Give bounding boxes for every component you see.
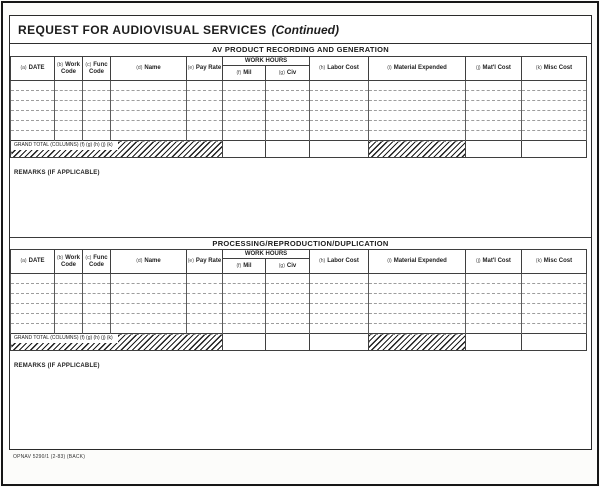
empty-cell <box>310 81 369 91</box>
empty-cell <box>111 314 187 324</box>
empty-cell <box>11 314 55 324</box>
empty-cell <box>223 81 266 91</box>
empty-cell <box>83 111 111 121</box>
empty-cell <box>522 284 587 294</box>
empty-cell <box>11 294 55 304</box>
grand-total-label-cell <box>11 334 223 351</box>
column-letter: (k) <box>535 65 542 71</box>
column-letter: (d) <box>136 65 143 71</box>
header-work-hours-group: WORK HOURS <box>223 57 310 66</box>
empty-cell <box>187 314 223 324</box>
empty-cell <box>369 284 466 294</box>
form-number: OPNAV 5290/1 (2-83) (BACK) <box>13 454 86 460</box>
av-product-recording-table <box>10 56 587 158</box>
empty-cell <box>55 324 83 334</box>
empty-data-row <box>11 81 587 91</box>
column-label: Name <box>144 258 161 264</box>
empty-cell <box>11 111 55 121</box>
column-label: Civ <box>286 69 297 76</box>
grand-total-civ-cell <box>266 334 310 351</box>
empty-data-row <box>11 294 587 304</box>
empty-cell <box>111 284 187 294</box>
remarks-blank-space <box>14 372 591 450</box>
empty-cell <box>369 304 466 314</box>
empty-cell <box>369 314 466 324</box>
header-misc-cost <box>522 57 587 81</box>
empty-data-row <box>11 91 587 101</box>
header-civ <box>266 66 310 81</box>
empty-cell <box>55 304 83 314</box>
section-title: AV PRODUCT RECORDING AND GENERATION <box>211 45 390 54</box>
empty-cell <box>466 304 522 314</box>
empty-cell <box>11 91 55 101</box>
column-label: Func Code <box>89 254 108 268</box>
grand-total-label: GRAND TOTAL (COLUMNS) (f) (g) (h) (j) (k) <box>11 141 118 150</box>
empty-cell <box>187 91 223 101</box>
remarks-blank-space <box>14 179 591 237</box>
column-letter: (h) <box>319 258 326 264</box>
header-name <box>111 57 187 81</box>
empty-cell <box>55 91 83 101</box>
empty-cell <box>83 101 111 111</box>
empty-cell <box>266 131 310 141</box>
grand-total-material-hatched-cell <box>369 334 466 351</box>
empty-cell <box>266 294 310 304</box>
header-func-code <box>83 57 111 81</box>
empty-cell <box>187 294 223 304</box>
empty-cell <box>266 111 310 121</box>
empty-cell <box>111 294 187 304</box>
empty-cell <box>187 131 223 141</box>
header-material-expended <box>369 57 466 81</box>
empty-cell <box>187 81 223 91</box>
column-label: Func Code <box>89 61 108 75</box>
empty-cell <box>466 101 522 111</box>
header-mil <box>223 259 266 274</box>
empty-data-row <box>11 101 587 111</box>
empty-cell <box>187 324 223 334</box>
empty-cell <box>466 81 522 91</box>
column-label: Work Code <box>61 61 81 75</box>
empty-data-row <box>11 314 587 324</box>
grand-total-mil-cell <box>223 334 266 351</box>
empty-cell <box>310 284 369 294</box>
column-label: Material Expended <box>393 65 447 71</box>
remarks-area <box>10 351 591 450</box>
header-material-expended <box>369 250 466 274</box>
column-label: Material Expended <box>393 258 447 264</box>
empty-cell <box>522 324 587 334</box>
column-letter: (f) <box>236 262 242 269</box>
empty-cell <box>266 304 310 314</box>
empty-cell <box>11 101 55 111</box>
grand-total-label-cell <box>11 141 223 158</box>
column-letter: (h) <box>319 65 326 71</box>
header-date <box>11 250 55 274</box>
empty-cell <box>369 111 466 121</box>
column-letter: (f) <box>236 69 242 76</box>
empty-data-row <box>11 284 587 294</box>
empty-cell <box>111 101 187 111</box>
empty-cell <box>187 101 223 111</box>
column-label: Mil <box>243 69 252 76</box>
grand-total-civ-cell <box>266 141 310 158</box>
form-title-row <box>10 16 591 44</box>
column-letter: (c) <box>85 254 92 261</box>
empty-cell <box>223 101 266 111</box>
empty-cell <box>187 274 223 284</box>
header-mil <box>223 66 266 81</box>
column-letter: (k) <box>535 258 542 264</box>
column-letter: (a) <box>20 258 27 264</box>
header-pay-rate <box>187 250 223 274</box>
empty-cell <box>187 304 223 314</box>
column-letter: (a) <box>20 65 27 71</box>
remarks-area <box>10 158 591 237</box>
empty-data-row <box>11 131 587 141</box>
empty-cell <box>522 101 587 111</box>
empty-cell <box>466 284 522 294</box>
empty-cell <box>223 294 266 304</box>
empty-cell <box>55 294 83 304</box>
empty-cell <box>310 314 369 324</box>
empty-cell <box>310 324 369 334</box>
column-label: Work Code <box>61 254 81 268</box>
header-work-code <box>55 57 83 81</box>
column-letter: (e) <box>187 65 194 71</box>
empty-cell <box>522 111 587 121</box>
empty-cell <box>310 131 369 141</box>
empty-cell <box>11 121 55 131</box>
empty-cell <box>111 91 187 101</box>
empty-cell <box>11 81 55 91</box>
empty-cell <box>466 111 522 121</box>
empty-cell <box>310 121 369 131</box>
empty-cell <box>369 101 466 111</box>
empty-cell <box>55 111 83 121</box>
header-labor-cost <box>310 250 369 274</box>
empty-cell <box>187 111 223 121</box>
column-letter: (i) <box>387 258 392 264</box>
empty-cell <box>522 304 587 314</box>
header-date <box>11 57 55 81</box>
header-labor-cost <box>310 57 369 81</box>
empty-cell <box>522 121 587 131</box>
column-label: DATE <box>28 65 45 71</box>
header-pay-rate <box>187 57 223 81</box>
header-matl-cost <box>466 250 522 274</box>
empty-cell <box>11 131 55 141</box>
column-label: Misc Cost <box>543 65 573 71</box>
grand-total-material-hatched-cell <box>369 141 466 158</box>
empty-cell <box>310 111 369 121</box>
empty-cell <box>83 294 111 304</box>
column-label: Mat'l Cost <box>482 258 511 264</box>
header-civ <box>266 259 310 274</box>
empty-cell <box>369 324 466 334</box>
remarks-label: REMARKS (IF APPLICABLE) <box>14 363 100 369</box>
column-letter: (j) <box>476 258 481 264</box>
empty-cell <box>266 284 310 294</box>
empty-data-row <box>11 324 587 334</box>
processing-reproduction-table <box>10 249 587 351</box>
column-letter: (i) <box>387 65 392 71</box>
column-label: Mat'l Cost <box>482 65 511 71</box>
section-av-product-recording <box>10 44 591 237</box>
empty-cell <box>111 81 187 91</box>
empty-cell <box>83 284 111 294</box>
empty-cell <box>223 274 266 284</box>
grand-total-matl-cost-cell <box>466 141 522 158</box>
empty-cell <box>369 121 466 131</box>
empty-cell <box>11 274 55 284</box>
empty-cell <box>466 274 522 284</box>
empty-cell <box>111 274 187 284</box>
empty-cell <box>11 304 55 314</box>
empty-cell <box>223 111 266 121</box>
empty-cell <box>310 274 369 284</box>
column-letter: (d) <box>136 258 143 264</box>
column-label: Misc Cost <box>543 258 573 264</box>
column-letter: (g) <box>278 262 285 269</box>
header-work-code <box>55 250 83 274</box>
empty-cell <box>266 81 310 91</box>
empty-data-row <box>11 121 587 131</box>
column-letter: (e) <box>187 258 194 264</box>
empty-cell <box>466 131 522 141</box>
empty-cell <box>83 304 111 314</box>
empty-data-row <box>11 304 587 314</box>
section-title: PROCESSING/REPRODUCTION/DUPLICATION <box>10 237 591 249</box>
empty-cell <box>55 314 83 324</box>
empty-cell <box>83 314 111 324</box>
empty-cell <box>187 121 223 131</box>
empty-cell <box>223 121 266 131</box>
empty-cell <box>83 131 111 141</box>
empty-cell <box>55 81 83 91</box>
grand-total-misc-cost-cell <box>522 141 587 158</box>
grand-total-matl-cost-cell <box>466 334 522 351</box>
section-processing-reproduction <box>10 237 591 450</box>
column-letter: (b) <box>56 254 64 261</box>
empty-cell <box>310 294 369 304</box>
grand-total-mil-cell <box>223 141 266 158</box>
form-box <box>9 15 592 450</box>
empty-cell <box>111 111 187 121</box>
empty-cell <box>369 91 466 101</box>
form-title: REQUEST FOR AUDIOVISUAL SERVICES <box>18 22 267 37</box>
column-label: Pay Rate <box>195 258 222 264</box>
header-work-hours-group: WORK HOURS <box>223 250 310 259</box>
empty-cell <box>310 91 369 101</box>
empty-cell <box>466 91 522 101</box>
empty-cell <box>223 324 266 334</box>
empty-cell <box>522 91 587 101</box>
empty-cell <box>223 91 266 101</box>
empty-cell <box>466 314 522 324</box>
grand-total-label: GRAND TOTAL (COLUMNS) (f) (g) (h) (j) (k) <box>11 334 118 343</box>
empty-cell <box>55 101 83 111</box>
column-label: DATE <box>28 258 45 264</box>
grand-total-row <box>11 141 587 158</box>
grand-total-labor-cost-cell <box>310 334 369 351</box>
column-label: Mil <box>243 262 252 269</box>
header-misc-cost <box>522 250 587 274</box>
empty-cell <box>55 131 83 141</box>
grand-total-labor-cost-cell <box>310 141 369 158</box>
empty-cell <box>83 274 111 284</box>
empty-cell <box>266 91 310 101</box>
empty-cell <box>223 131 266 141</box>
empty-cell <box>83 121 111 131</box>
empty-cell <box>111 121 187 131</box>
empty-data-row <box>11 274 587 284</box>
empty-cell <box>55 121 83 131</box>
scanned-page <box>1 1 599 486</box>
empty-cell <box>369 294 466 304</box>
empty-cell <box>55 284 83 294</box>
empty-cell <box>522 314 587 324</box>
empty-cell <box>369 81 466 91</box>
empty-cell <box>83 81 111 91</box>
empty-cell <box>266 121 310 131</box>
column-label: Civ <box>286 262 297 269</box>
remarks-label: REMARKS (IF APPLICABLE) <box>14 170 100 176</box>
column-label: Pay Rate <box>195 65 222 71</box>
empty-cell <box>466 294 522 304</box>
empty-cell <box>522 131 587 141</box>
empty-cell <box>266 324 310 334</box>
empty-cell <box>522 294 587 304</box>
column-label: Name <box>144 65 161 71</box>
empty-cell <box>111 304 187 314</box>
empty-cell <box>466 324 522 334</box>
empty-data-row <box>11 111 587 121</box>
empty-cell <box>223 304 266 314</box>
empty-cell <box>223 284 266 294</box>
column-letter: (g) <box>278 69 285 76</box>
empty-cell <box>466 121 522 131</box>
empty-cell <box>522 274 587 284</box>
empty-cell <box>11 284 55 294</box>
header-matl-cost <box>466 57 522 81</box>
empty-cell <box>266 274 310 284</box>
column-letter: (j) <box>476 65 481 71</box>
header-name <box>111 250 187 274</box>
column-label: Labor Cost <box>327 258 359 264</box>
empty-cell <box>369 131 466 141</box>
empty-cell <box>266 314 310 324</box>
column-letter: (b) <box>56 61 64 68</box>
empty-cell <box>83 91 111 101</box>
empty-cell <box>522 81 587 91</box>
empty-cell <box>83 324 111 334</box>
header-func-code <box>83 250 111 274</box>
column-label: Labor Cost <box>327 65 359 71</box>
empty-cell <box>111 324 187 334</box>
empty-cell <box>369 274 466 284</box>
column-letter: (c) <box>85 61 92 68</box>
empty-cell <box>187 284 223 294</box>
empty-cell <box>266 101 310 111</box>
empty-cell <box>55 274 83 284</box>
form-title-continued: (Continued) <box>271 22 339 37</box>
empty-cell <box>223 314 266 324</box>
empty-cell <box>11 324 55 334</box>
empty-cell <box>111 131 187 141</box>
grand-total-misc-cost-cell <box>522 334 587 351</box>
grand-total-row <box>11 334 587 351</box>
empty-cell <box>310 304 369 314</box>
empty-cell <box>310 101 369 111</box>
